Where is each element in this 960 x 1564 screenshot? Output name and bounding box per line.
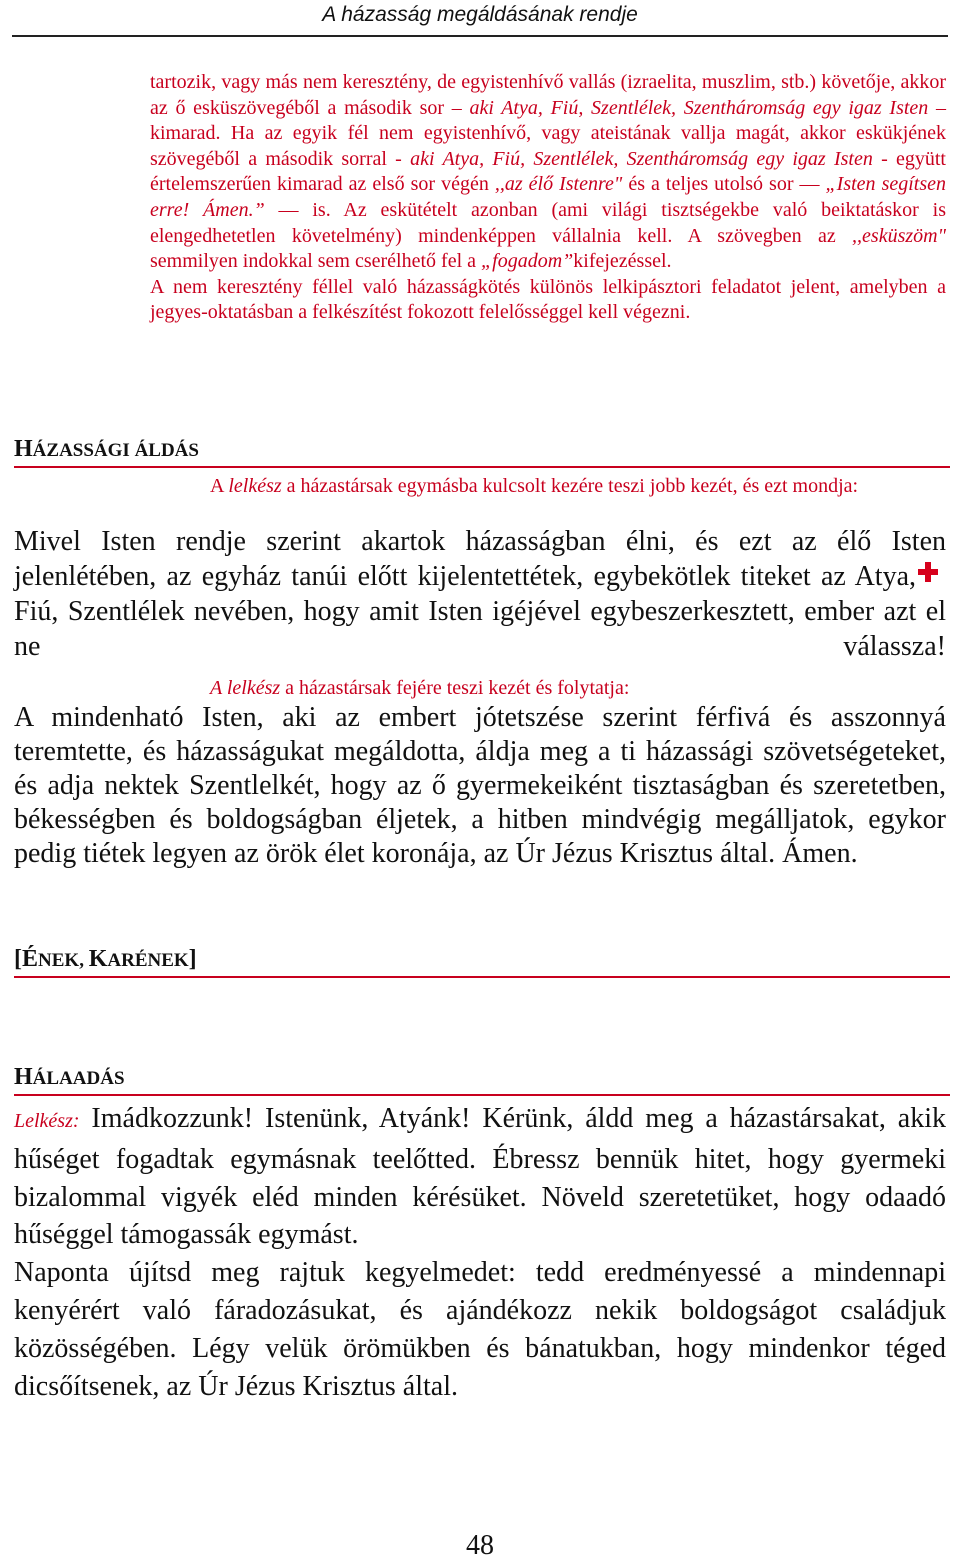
note-text: - együtt értelemszerűen kimarad az első sor végén	[150, 147, 946, 196]
page-number: 48	[466, 1530, 494, 1561]
blessing-text-1: Mivel Isten rendje szerint akartok házasságban élni, és ezt az élő Isten jelenlétében, az egyház tanúi előtt kijelentettétek, egybekötlek titeket az Atya,Fiú, Szentlélek nevében, hogy amit Isten igéjével egybeszerkesztett, ember azt el ne válassza!	[14, 526, 946, 662]
header-rule	[12, 35, 948, 37]
section-heading-blessing: HÁZASSÁGI ÁLDÁS	[14, 436, 950, 468]
cross-icon	[918, 562, 938, 582]
thanksgiving-prayer	[14, 1100, 946, 1405]
note-text: – kimarad. Ha az egyik fél nem egyistenhívő, vagy ateistának vallja magát, akkor eskükjének szövegéből a második sorral -	[150, 96, 947, 170]
note-italic: „fogadom”	[481, 250, 574, 273]
note-text: — is. Az eskütételt azonban (ami világi tisztségekbe való beiktatáskor is elengedhetetlen követelmény) mindenképpen vállalnia kell. A szövegben az	[150, 198, 946, 247]
prayer-paragraph-1: Lelkész: Imádkozzunk! Istenünk, Atyánk! Kérünk, áldd meg a házastársakat, akik hűséget fogadtak egymásnak teelőtted. Ébressz bennük hitet, hogy gyermeki bizalommal vigyék eléd minden kérésüket. Növeld szeretetüket, hogy odaadó hűséggel támogassák egymást.	[14, 1103, 946, 1251]
note-text: semmilyen indokkal sem cserélhető fel a	[150, 250, 482, 273]
instruction-note	[150, 70, 946, 326]
note-italic: aki Atya, Fiú, Szentlélek, Szentháromság egy igaz Isten	[410, 147, 873, 170]
rubric-blessing-instruction: A lelkész a házastársak egymásba kulcsolt kezére teszi jobb kezét, és ezt mondja:	[210, 475, 859, 497]
note-italic: ,,az élő Istenre"	[494, 173, 623, 196]
running-header: A házasság megáldásának rendje	[322, 3, 638, 26]
note-italic: „Isten segítsen erre! Ámen.”	[150, 173, 946, 221]
prayer-paragraph-2: Naponta újítsd meg rajtuk kegyelmedet: tedd eredményessé a mindennapi kenyérért való fáradozásukat, és ajándékozz nekik boldogságot családjuk közösségében. Légy velük örömükben és bánatukban, hogy mindenkor téged dicsőítsenek, az Úr Jézus Krisztus által.	[14, 1257, 946, 1402]
note-text: kifejezéssel.	[573, 250, 672, 273]
section-heading-hymn: [ÉNEK, KARÉNEK]	[14, 946, 950, 978]
note-paragraph-1	[150, 70, 946, 275]
note-text: tartozik, vagy más nem keresztény, de egyistenhívő vallás (izraelita, muszlim, stb.) követője, akkor az ő esküszövegéből a második sor –	[150, 71, 946, 119]
note-paragraph-2: A nem keresztény féllel való házasságkötés különös lelkipásztori feladatot jelent, amelyben a jegyes-oktatásban a felkészítést fokozott felelősséggel kell végezni.	[150, 275, 946, 324]
note-text: és a teljes utolsó sor —	[622, 173, 826, 196]
note-italic: aki Atya, Fiú, Szentlélek, Szentháromság egy igaz Isten	[469, 96, 929, 119]
speaker-label: Lelkész:	[14, 1110, 80, 1132]
rubric-head-blessing-instruction: A lelkész a házastársak fejére teszi kezét és folytatja:	[210, 677, 630, 699]
blessing-text-2: A mindenható Isten, aki az embert jótetszése szerint férfivá és asszonnyá teremtette, és házasságukat megáldotta, áldja meg a ti házassági szövetségeteket, és adja nektek Szentlelkét, hogy az ő gyermekeiként tisztaságban és szeretetben, békességben és boldogságban éljetek, a hitben mindvégig megálljatok, egykor pedig tiétek legyen az örök élet koronája, az Úr Jézus Krisztus által. Ámen.	[14, 702, 946, 869]
section-heading-thanksgiving: HÁLAADÁS	[14, 1064, 950, 1096]
note-italic: ,,esküszöm"	[852, 224, 946, 247]
